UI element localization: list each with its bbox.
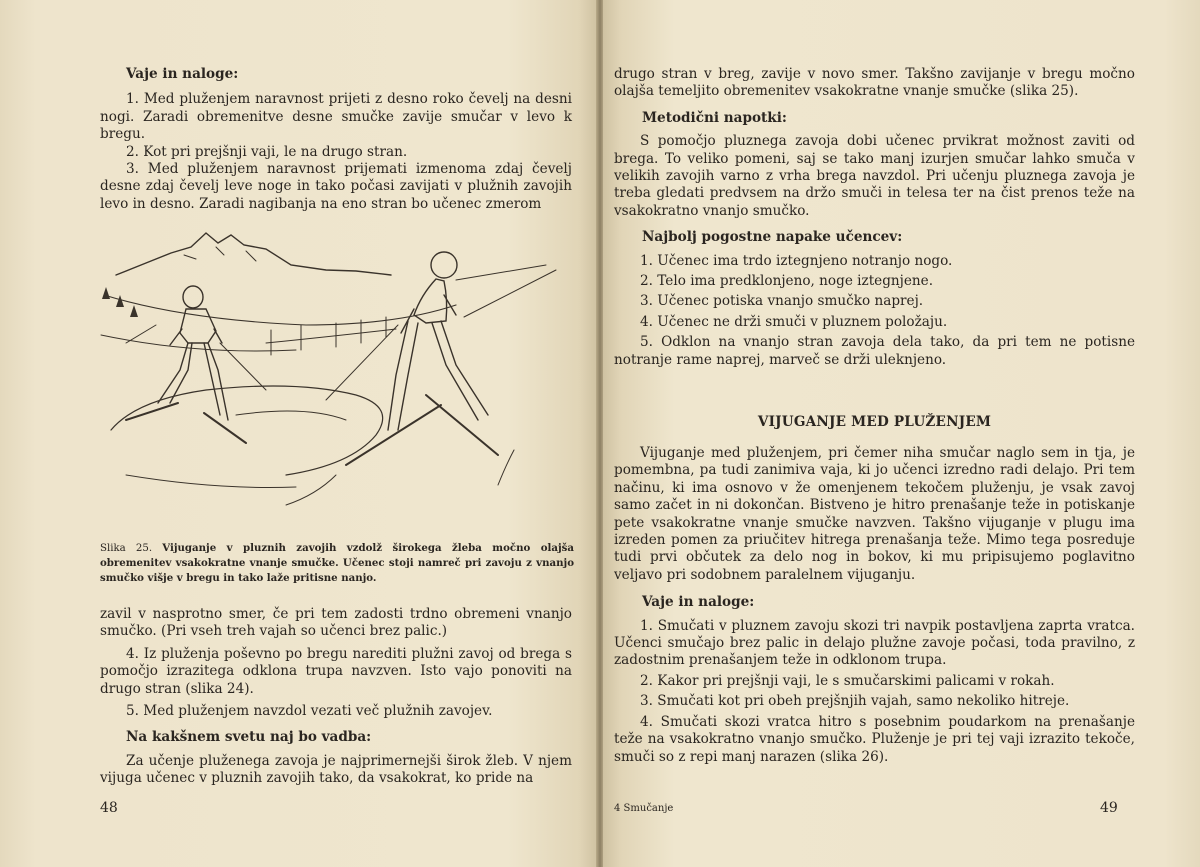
error-item-5: 5. Odklon na vnanjo stran zavoja dela tako, da pri tem ne potisne notranje rame naprej, marveč se drži uleknjeno. [614,334,1135,368]
left-exercise-5: 5. Med pluženjem navzdol vezati več plužnih zavojev. [126,703,493,720]
left-terrain-text: Za učenje pluženega zavoja je najprimernejši širok žleb. V njem vijuga učenec v pluznih zavojih tako, da vsakokrat, ko pride na [100,752,572,787]
left-exercise-2: 2. Kot pri prejšnji vaji, le na drugo stran. [126,143,408,160]
left-exercise-4: 4. Iz pluženja poševno po bregu narediti plužni zavoj od brega s pomočjo izrazitega odklona trupa navzven. Isto vajo ponoviti na drugo stran (slika 24). [100,645,572,697]
left-top-text [100,66,572,213]
figure-caption-label: Slika 25. [100,543,153,554]
right-exercise-3: 3. Smučati kot pri obeh prejšnjih vajah, samo nekoliko hitreje. [640,693,1070,710]
ski-illustration [96,225,566,525]
right-continuation: drugo stran v breg, zavije v novo smer. Takšno zavijanje v bregu močno olajša temeljito obremenitev vsakokratne vnanje smučke (slika 25). [614,66,1135,100]
left-exercise-1: 1. Med pluženjem naravnost prijeti z desno roko čevelj na desni nogi. Zaradi obremenitve desne smučke zavije smučar v levo k bregu. [100,91,572,143]
right-heading-errors: Najbolj pogostne napake učencev: [642,229,903,246]
error-item-4: 4. Učenec ne drži smuči v pluznem položaju. [640,313,948,330]
right-page-number: 49 [1100,800,1118,816]
right-top-text [614,66,1135,372]
footer-signature: 4 Smučanje [614,803,674,814]
error-item-2: 2. Telo ima predklonjeno, noge iztegnjene. [640,273,934,290]
section-title: VIJUGANJE MED PLUŽENJEM [757,414,992,430]
right-exercise-2: 2. Kakor pri prejšnji vaji, le s smučarskimi palicami v rokah. [640,672,1055,689]
left-heading-vaje: Vaje in naloge: [126,66,239,82]
left-page [0,0,597,867]
left-page-number: 48 [100,800,118,816]
figure-caption-text: Vijuganje v pluznih zavojih vzdolž širokega žleba močno olajša obremenitev vsakokratne vnanje smučke. Učenec stoji namreč pri zavoju z vnanjo smučko višje v bregu in tako laže pritisne nanjo. [100,542,574,584]
left-bottom-text [100,606,572,788]
right-exercise-4: 4. Smučati skozi vratca hitro s posebnim poudarkom na prenašanje teže na vsakokratno vnanjo smučko. Pluženje je pri tej vaji izrazito tekoče, smuči so z repi manj narazen (slika 26). [614,713,1135,765]
figure-caption [100,541,574,586]
error-item-1: 1. Učenec ima trdo iztegnjeno notranjo nogo. [640,252,953,269]
right-bottom-text [614,445,1135,766]
left-continuation: zavil v nasprotno smer, če pri tem zadosti trdno obremeni vnanjo smučko. (Pri vseh treh vajah so učenci brez palic.) [100,606,572,640]
right-methodical-text: S pomočjo pluznega zavoja dobi učenec prvikrat možnost zaviti od brega. To veliko pomeni, saj se tako manj izurjen smučar lahko smuča v velikih zavojih varno z vrha brega navzdol. Pri učenju pluznega zavoja je treba gledati predvsem na držo smuči in telesa ter na čist prenos teže na vsakokratno vnanjo smučko. [614,133,1135,219]
right-vijuganje-text: Vijuganje med pluženjem, pri čemer niha smučar naglo sem in tja, je pomembna, pa tudi zanimiva vaja, ki jo učenci izredno radi delajo. Pri tem načinu, ki ima osnovo v že omenjenem tekočem pluženju, je vsak zavoj samo začet in ni dokončan. Bistveno je hitro prenašanje teže in potiskanje pete vsakokratne vnanje smučke navzven. Takšno vijuganje v plugu ima izreden pomen za priučitev hitrega prenašanja teže. Mimo tega posreduje tudi prvi občutek za delo nog in bokov, ki mu pripisujemo poglavitno veljavo pri sodobnem paralelnem vijuganju. [614,445,1135,583]
left-exercise-3: 3. Med pluženjem naravnost prijemati izmenoma zdaj čevelj desne zdaj čevelj leve noge in tako počasi zavijati v plužnih zavojih levo in desno. Zaradi nagibanja na eno stran bo učenec zmerom [100,161,572,212]
right-heading-vaje: Vaje in naloge: [642,594,755,611]
left-heading-terrain: Na kakšnem svetu naj bo vadba: [126,729,372,746]
error-item-3: 3. Učenec potiska vnanjo smučko naprej. [640,293,924,310]
right-heading-methodical: Metodični napotki: [642,109,787,126]
right-exercise-1: 1. Smučati v pluznem zavoju skozi tri navpik postavljena zaprta vratca. Učenci smučajo brez palic in delajo plužne zavoje počasi, toda pravilno, z zadostnim prenašanjem teže in odklonom trupa. [614,617,1135,669]
errors-list [614,253,1135,369]
